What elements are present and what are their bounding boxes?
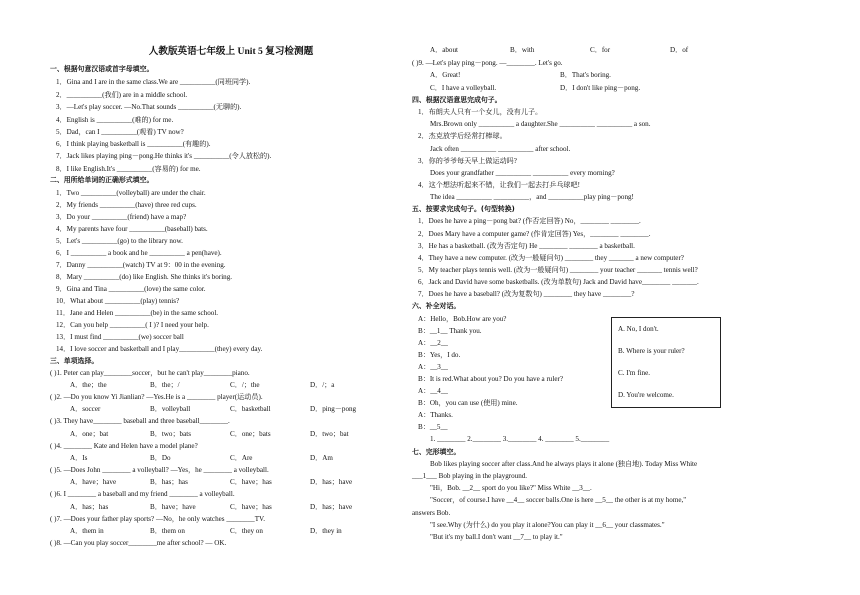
option-choice: B．two；bats <box>150 430 191 438</box>
line-text: 七、完形填空。 <box>412 448 461 456</box>
option-choice: A．the；the <box>70 381 107 389</box>
line-text: 8．I like English.It's __________(容易的) for me. <box>56 165 201 173</box>
line-text: "But it's my ball.I don't want __7__ to play it." <box>430 533 563 541</box>
option-choice: A．soccer <box>70 405 101 413</box>
line-text: C．I have a volleyball. <box>430 84 497 92</box>
text-line <box>412 60 563 67</box>
option-choice: C．/；the <box>230 381 260 389</box>
text-line <box>56 346 262 353</box>
text-line <box>50 418 230 425</box>
text-line <box>412 473 527 480</box>
text-line <box>418 255 684 262</box>
option-choice: B．volleyball <box>150 405 191 413</box>
line-text: A．Great! <box>430 71 461 79</box>
page-title: 人教版英语七年级上 Unit 5 复习检测题 <box>148 46 314 57</box>
text-line <box>412 510 450 517</box>
text-line <box>418 352 460 359</box>
line-text: Jack often __________ __________ after school. <box>430 145 571 153</box>
option-choice: C．have；has <box>230 478 272 486</box>
text-line <box>418 412 453 419</box>
text-line <box>430 534 563 541</box>
line-text: ( )7. —Does your father play sports? —No，he only watches ________TV. <box>50 515 266 523</box>
text-line <box>430 436 609 443</box>
text-line <box>56 322 209 329</box>
line-text: 1．Gina and I are in the same class.We are __________(同班同学). <box>56 78 251 86</box>
text-line <box>50 467 269 474</box>
option-choice: B．the；/ <box>150 381 180 389</box>
line-text: 1．布朗夫人只有一个女儿，没有儿子。 <box>418 108 543 116</box>
option-choice: A．about <box>430 46 458 54</box>
line-text: 1．Two __________(volleyball) are under the chair. <box>56 189 206 197</box>
option-choice: B．Do <box>150 454 171 462</box>
line-text: ___1___ Bob playing in the playground. <box>412 472 528 480</box>
option-choice: B．them on <box>150 527 185 535</box>
text-line <box>430 146 570 153</box>
line-text: 3．你的爷爷每天早上做运动吗? <box>418 157 517 165</box>
line-text: 2．Does Mary have a computer game? (作肯定回答) Yes，________ ________. <box>418 230 651 238</box>
line-text: A：Thanks. <box>418 411 453 419</box>
line-text: Bob likes playing soccer after class.And he always plays it alone (独自地). Today Miss White <box>430 460 698 468</box>
text-line <box>56 129 184 136</box>
line-text: 2．My friends __________(have) three red cups. <box>56 201 197 209</box>
text-line <box>56 190 206 197</box>
text-line <box>50 370 250 377</box>
line-text: B：Oh，you can use (使用) mine. <box>418 399 518 407</box>
line-text: B：__5__ <box>418 423 448 431</box>
dialogue-option: B. Where is your ruler? <box>618 347 685 355</box>
line-text: 三、单项选择。 <box>50 357 99 365</box>
text-line <box>418 340 448 347</box>
line-text: 5．My teacher plays tennis well. (改为一般疑问句) ________ your teacher _______ tennis well? <box>418 266 698 274</box>
text-line <box>418 231 650 238</box>
text-line <box>430 71 611 79</box>
line-text: ( )5. —Does John ________ a volleyball? —Yes，he ________ a volleyball. <box>50 466 269 474</box>
line-text: 1．Does he have a ping－pong bat? (作否定回答) No，________ ________. <box>418 217 641 225</box>
text-line <box>56 117 173 124</box>
line-text: B：__1__ Thank you. <box>418 327 482 335</box>
line-text: 4．My parents have four __________(baseball) bats. <box>56 225 208 233</box>
line-text: ( )6. I ________ a baseball and my friend ________ a volleyball. <box>50 490 235 498</box>
text-line <box>56 202 197 209</box>
text-line <box>56 79 250 86</box>
option-choice: A．one；bat <box>70 430 109 438</box>
option-choice: A．them in <box>70 527 104 535</box>
section-heading <box>50 66 153 73</box>
line-text: "Hi，Bob. __2__ sport do you like?" Miss White __3__. <box>430 484 592 492</box>
line-text: Mrs.Brown only __________ a daughter.She __________ __________ a son. <box>430 120 651 128</box>
text-line <box>418 267 698 274</box>
option-choice: D．two；bat <box>310 430 349 438</box>
line-text: 6．I think playing basketball is __________(有趣的). <box>56 140 211 148</box>
text-line <box>50 540 226 547</box>
text-line <box>56 298 179 305</box>
line-text: A：Hello，Bob.How are you? <box>418 315 507 323</box>
text-line <box>50 394 263 401</box>
text-line <box>418 158 517 165</box>
option-choice: C．they on <box>230 527 263 535</box>
text-line <box>56 214 186 221</box>
dialogue-option: A. No, I don't. <box>618 325 659 333</box>
line-text: 3．Do your __________(friend) have a map? <box>56 213 187 221</box>
line-text: 1. ________ 2.________ 3.________ 4. ________ 5.________ <box>430 435 610 443</box>
text-line <box>418 279 699 286</box>
text-line <box>56 310 218 317</box>
line-text: "I see.Why (为什么) do you play it alone?You can play it __6__ your classmates." <box>430 521 665 529</box>
text-line <box>430 497 686 504</box>
line-text: A：__4__ <box>418 387 448 395</box>
line-text: 3．—Let's play soccer. —No.That sounds __________(无聊的). <box>56 103 242 111</box>
option-choice: A．have；have <box>70 478 117 486</box>
line-text: 7．Does he have a baseball? (改为复数句) ________ they have ________? <box>418 290 635 298</box>
line-text: 2．杰克放学后经常打棒球。 <box>418 132 507 140</box>
line-text: 一、根据句意汉语或首字母填空。 <box>50 65 154 73</box>
section-heading <box>412 449 460 456</box>
line-text: ( )3. They have________ baseball and three baseball________. <box>50 417 230 425</box>
line-text: answers Bob. <box>412 509 451 517</box>
text-line <box>50 516 265 523</box>
text-line <box>430 194 634 201</box>
line-text: 6．Jack and David have some basketballs. (改为单数句) Jack and David have________ _______. <box>418 278 699 286</box>
text-line <box>418 109 542 116</box>
line-text: 13．I must find __________(we) soccer ball <box>56 333 184 341</box>
option-choice: D．Am <box>310 454 333 462</box>
text-line <box>418 182 580 189</box>
text-line <box>418 133 507 140</box>
dialogue-option: C. I'm fine. <box>618 369 651 377</box>
line-text: 3．He has a basketball. (改为否定句) He ________ ________ a basketball. <box>418 242 635 250</box>
line-text: ( )4. ________ Kate and Helen have a model plane? <box>50 442 198 450</box>
line-text: ( )8. —Can you play soccer________me after school? — OK. <box>50 539 227 547</box>
text-line <box>56 166 201 173</box>
line-text: 8．Mary __________(do) like English. She thinks it's boring. <box>56 273 233 281</box>
text-line <box>418 328 482 335</box>
text-line <box>56 334 184 341</box>
text-line <box>418 316 506 323</box>
option-choice: A．Is <box>70 454 88 462</box>
option-choice: C．one；bats <box>230 430 271 438</box>
option-choice: C．basketball <box>230 405 271 413</box>
text-line <box>56 153 271 160</box>
line-text: 4．English is __________(难的) for me. <box>56 116 174 124</box>
text-line <box>418 376 563 383</box>
line-text: ( )9. —Let's play ping－pong. —________. Let's go. <box>412 59 563 67</box>
text-line <box>56 250 222 257</box>
line-text: 4．这个想法听起来不错，让我们一起去打乒乓球吧! <box>418 181 580 189</box>
line-text: 2．__________(我们) are in a middle school. <box>56 91 188 99</box>
option-choice: C．for <box>590 46 611 54</box>
text-line <box>56 141 210 148</box>
text-line <box>430 522 665 529</box>
line-text: ( )2. —Do you know Yi Jianlian? —Yes.He is a ________ player(运动员). <box>50 393 263 401</box>
line-text: D．I don't like ping－pong. <box>560 84 641 92</box>
line-text: 6．I __________ a book and he __________ a pen(have). <box>56 249 222 257</box>
option-choice: C．have；has <box>230 503 272 511</box>
section-heading <box>50 177 153 184</box>
line-text: 四、根据汉语意思完成句子。 <box>412 96 502 104</box>
text-line <box>418 400 518 407</box>
text-line <box>56 226 208 233</box>
text-line <box>50 443 198 450</box>
option-choice: A．has；has <box>70 503 109 511</box>
option-choice: D．ping－pong <box>310 405 357 413</box>
line-text: 10．What about __________(play) tennis? <box>56 297 180 305</box>
text-line <box>430 121 650 128</box>
text-line <box>418 364 448 371</box>
text-line <box>56 262 226 269</box>
text-line <box>56 92 187 99</box>
text-line <box>418 291 635 298</box>
option-choice: D．has；have <box>310 478 353 486</box>
text-line <box>50 491 235 498</box>
line-text: 五、按要求完成句子。(句型转换) <box>412 205 515 213</box>
line-text: 六、补全对话。 <box>412 302 461 310</box>
text-line <box>418 424 448 431</box>
text-line <box>430 170 615 177</box>
line-text: 4．They have a new computer. (改为一般疑问句) ________ they _______ a new computer? <box>418 254 684 262</box>
line-text: 14．I love soccer and basketball and I play__________(they) every day. <box>56 345 263 353</box>
text-line <box>56 104 241 111</box>
option-choice: B．with <box>510 46 535 54</box>
section-heading <box>412 303 460 310</box>
dialogue-options-box <box>611 317 721 408</box>
text-line <box>418 388 448 395</box>
option-choice: D．/；a <box>310 381 335 389</box>
text-line <box>418 243 635 250</box>
text-line <box>430 461 697 468</box>
line-text: ( )1. Peter can play________soccer，but he can't play________piano. <box>50 369 250 377</box>
text-line <box>430 485 592 492</box>
line-text: 5．Dad，can I __________(观看) TV now? <box>56 128 184 136</box>
line-text: 5．Let's __________(go) to the library now. <box>56 237 183 245</box>
line-text: The idea __________ __________，and __________play ping－pong! <box>430 193 634 201</box>
text-line <box>418 218 641 225</box>
text-line <box>56 286 206 293</box>
line-text: B：It is red.What about you? Do you have a ruler? <box>418 375 563 383</box>
section-heading <box>412 97 502 104</box>
dialogue-option: D. You're welcome. <box>618 391 674 399</box>
text-line <box>430 84 641 92</box>
option-choice: B．have；have <box>150 503 196 511</box>
option-choice: D．they in <box>310 527 342 535</box>
option-choice: D．has；have <box>310 503 353 511</box>
line-text: 7．Jack likes playing ping－pong.He thinks it's __________(令人放松的). <box>56 152 272 160</box>
line-text: 9．Gina and Tina __________(love) the same color. <box>56 285 206 293</box>
text-line <box>56 274 232 281</box>
line-text: "Soccer，of course.I have __4__ soccer balls.One is here __5__ the other is at my home," <box>430 496 687 504</box>
line-text: B．That's boring. <box>560 71 611 79</box>
line-text: B：Yes，I do. <box>418 351 461 359</box>
line-text: 7．Danny __________(watch) TV at 9：00 in the evening. <box>56 261 226 269</box>
section-heading <box>412 206 515 213</box>
section-heading <box>50 358 98 365</box>
line-text: A：__2__ <box>418 339 448 347</box>
line-text: Does your grandfather __________ __________ every morning? <box>430 169 615 177</box>
line-text: 12．Can you help __________( I )? I need your help. <box>56 321 209 329</box>
line-text: 二、用所给单词的正确形式填空。 <box>50 176 154 184</box>
line-text: 11．Jane and Helen __________(be) in the same school. <box>56 309 219 317</box>
line-text: A：__3__ <box>418 363 448 371</box>
text-line <box>56 238 183 245</box>
option-choice: D．of <box>670 46 689 54</box>
option-choice: B．has；has <box>150 478 188 486</box>
option-choice: C．Are <box>230 454 253 462</box>
